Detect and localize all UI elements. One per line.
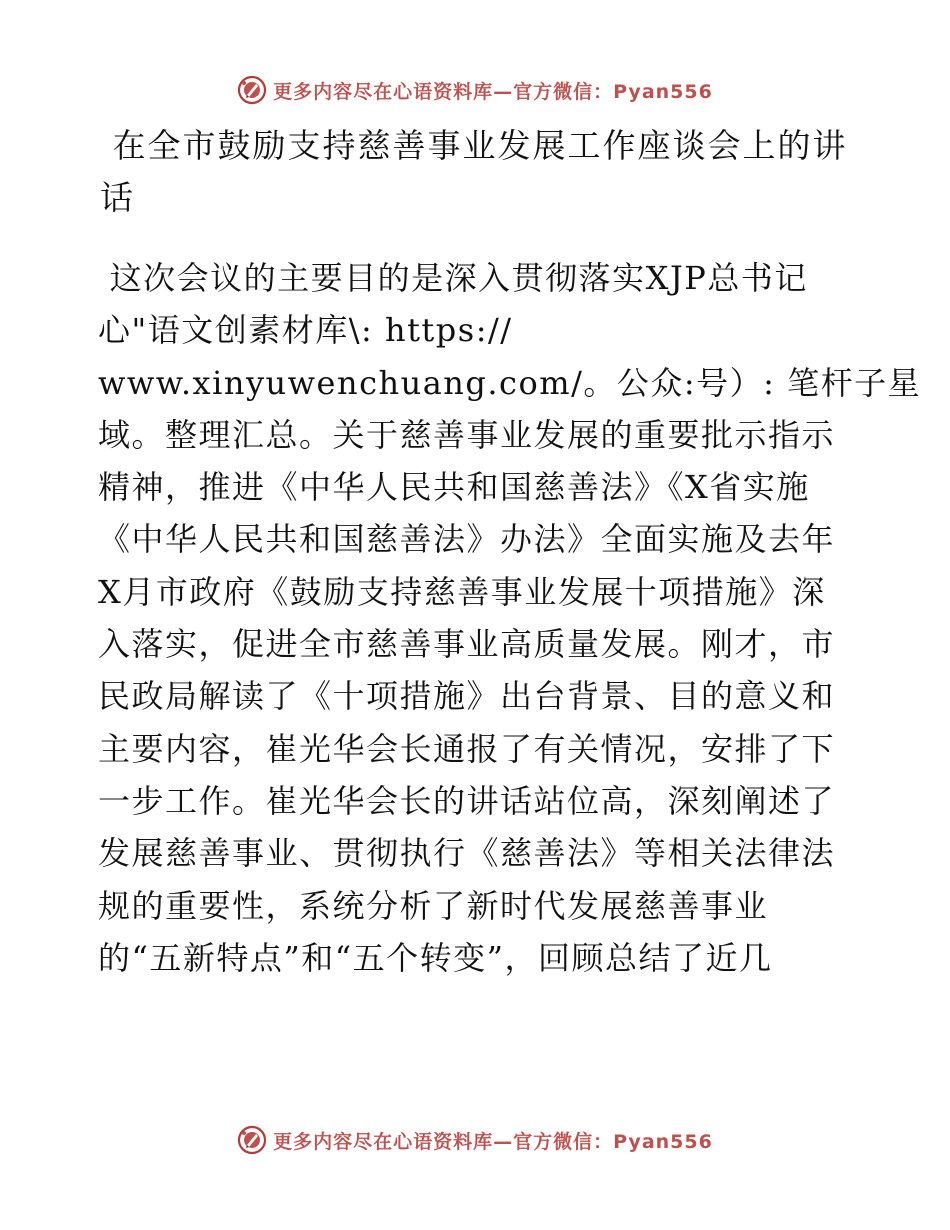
document-title bbox=[100, 120, 860, 224]
pen-nib-logo-icon bbox=[237, 1125, 267, 1155]
body-line: 心"语文创素材库\: https:// bbox=[98, 311, 513, 350]
body-line: X月市政府《鼓励支持慈善事业发展十项措施》深 bbox=[98, 572, 826, 611]
body-line: 发展慈善事业、贯彻执行《慈善法》等相关法律法 bbox=[98, 834, 836, 873]
document-body bbox=[98, 252, 922, 984]
body-line: 精神，推进《中华人民共和国慈善法》《X省实施 bbox=[98, 468, 810, 507]
body-line: 一步工作。崔光华会长的讲话站位高，深刻阐述了 bbox=[98, 781, 836, 820]
footer-banner bbox=[0, 1120, 950, 1160]
title-line: 在全市鼓励支持慈善事业发展工作座谈会上的讲 bbox=[100, 126, 848, 165]
header-banner bbox=[0, 70, 950, 110]
body-line: 这次会议的主要目的是深入贯彻落实XJP总书记 bbox=[98, 259, 808, 297]
body-line: 域。整理汇总。关于慈善事业发展的重要批示指示 bbox=[98, 415, 836, 454]
body-line: 《中华人民共和国慈善法》办法》全面实施及去年 bbox=[98, 520, 836, 559]
body-line: 入落实，促进全市慈善事业高质量发展。刚才，市 bbox=[98, 625, 836, 664]
title-line: 话 bbox=[100, 178, 135, 217]
body-line: 民政局解读了《十项措施》出台背景、目的意义和 bbox=[98, 677, 836, 716]
header-banner-text: 更多内容尽在心语资料库—官方微信：Pyan556 bbox=[273, 80, 713, 103]
body-line: 规的重要性，系统分析了新时代发展慈善事业 bbox=[98, 886, 769, 925]
pen-nib-logo-icon bbox=[237, 75, 267, 105]
body-line: www.xinyuwenchuang.com/。公众:号）: 笔杆子星 bbox=[98, 363, 922, 402]
footer-banner-text: 更多内容尽在心语资料库—官方微信：Pyan556 bbox=[273, 1130, 713, 1153]
body-line: 主要内容，崔光华会长通报了有关情况，安排了下 bbox=[98, 729, 836, 768]
body-line: 的“五新特点”和“五个转变”，回顾总结了近几 bbox=[98, 938, 773, 977]
